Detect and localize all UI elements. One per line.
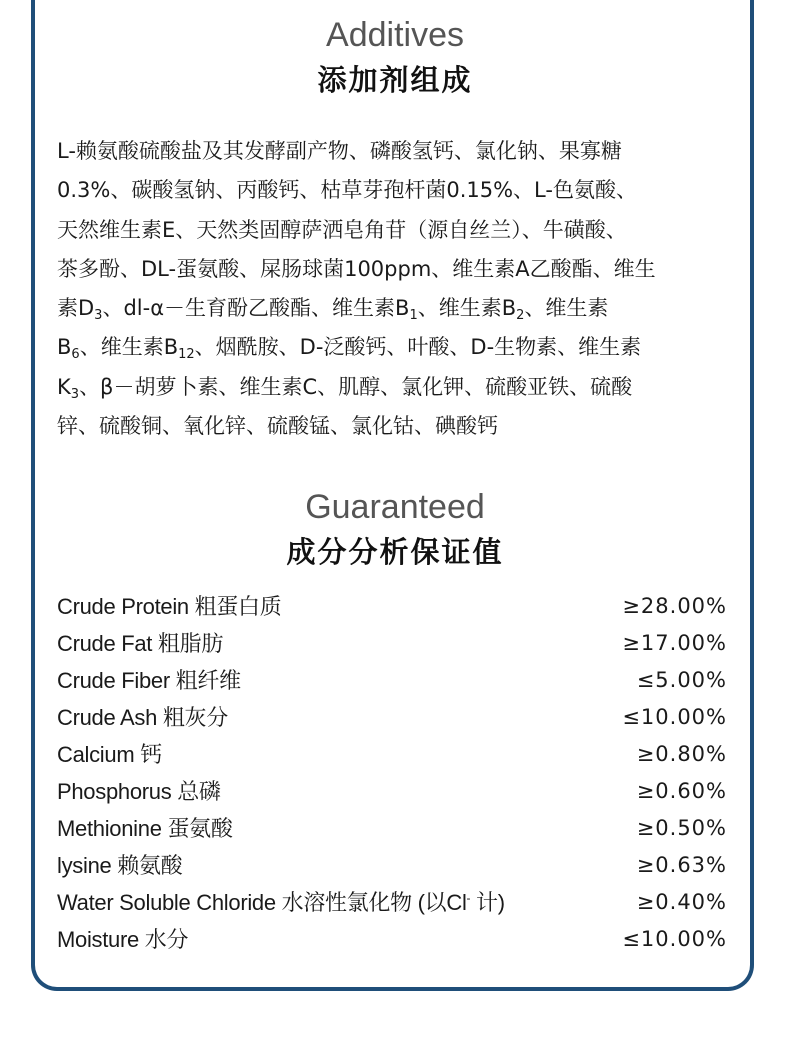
analysis-value: ≤10.00%: [622, 704, 727, 729]
analysis-label: Crude Fat 粗脂肪: [57, 631, 224, 656]
additives-line: 天然维生素E、天然类固醇萨洒皂角苷（源自丝兰）、牛磺酸、: [57, 217, 627, 242]
analysis-value: ≥0.50%: [636, 815, 727, 840]
analysis-row: [57, 735, 727, 772]
additives-line: 素$D_3$、dl-α－生育酚乙酸酯、维生素$B_1$、维生素$B_2$、维生素: [57, 296, 609, 324]
additives-title-zh: 添加剂组成: [317, 63, 473, 97]
analysis-row: [57, 920, 727, 957]
analysis-label: Moisture 水分: [57, 927, 189, 952]
analysis-row: [57, 809, 727, 846]
analysis-row: [57, 772, 727, 809]
analysis-value: ≥28.00%: [622, 593, 727, 618]
analysis-row: [57, 883, 727, 920]
analysis-label: Crude Fiber 粗纤维: [57, 668, 241, 693]
analysis-value: ≤5.00%: [636, 667, 727, 692]
analysis-value: ≥0.63%: [636, 852, 727, 877]
analysis-row: [57, 587, 727, 624]
additives-paragraph: [57, 132, 747, 446]
additives-line: 0.3%、碳酸氢钠、丙酸钙、枯草芽孢杆菌0.15%、L-色氨酸、: [57, 178, 637, 203]
analysis-label: Crude Protein 粗蛋白质: [57, 594, 282, 619]
analysis-label: Water Soluble Chloride 水溶性氯化物 (以Cl- 计): [57, 890, 505, 915]
analysis-value: ≤10.00%: [622, 926, 727, 951]
analysis-label: Calcium 钙: [57, 742, 162, 767]
additives-line: L-赖氨酸硫酸盐及其发酵副产物、磷酸氢钙、氯化钠、果寡糖: [57, 139, 622, 163]
analysis-value: ≥0.60%: [636, 778, 727, 803]
analysis-row: [57, 698, 727, 735]
additives-line: 茶多酚、DL-蛋氨酸、屎肠球菌100ppm、维生素A乙酸酯、维生: [57, 256, 656, 281]
guaranteed-title-en: Guaranteed: [305, 488, 485, 526]
additives-line: $B_6$、维生素$B_{12}$、烟酰胺、D-泛酸钙、叶酸、D-生物素、维生素: [57, 335, 642, 363]
additives-title-en: Additives: [326, 16, 464, 54]
guaranteed-analysis-table: [57, 587, 727, 957]
analysis-label: Crude Ash 粗灰分: [57, 705, 228, 730]
analysis-row: [57, 846, 727, 883]
analysis-label: Methionine 蛋氨酸: [57, 816, 233, 841]
additives-line: $K_3$、β－胡萝卜素、维生素C、肌醇、氯化钾、硫酸亚铁、硫酸: [57, 374, 633, 402]
analysis-row: [57, 624, 727, 661]
analysis-label: lysine 赖氨酸: [57, 853, 183, 878]
analysis-label: Phosphorus 总磷: [57, 779, 221, 804]
analysis-value: ≥17.00%: [622, 630, 727, 655]
additives-line: 锌、硫酸铜、氧化锌、硫酸锰、氯化钴、碘酸钙: [57, 414, 498, 439]
analysis-value: ≥0.40%: [636, 889, 727, 914]
guaranteed-title-zh: 成分分析保证值: [286, 535, 504, 569]
analysis-value: ≥0.80%: [636, 741, 727, 766]
analysis-row: [57, 661, 727, 698]
